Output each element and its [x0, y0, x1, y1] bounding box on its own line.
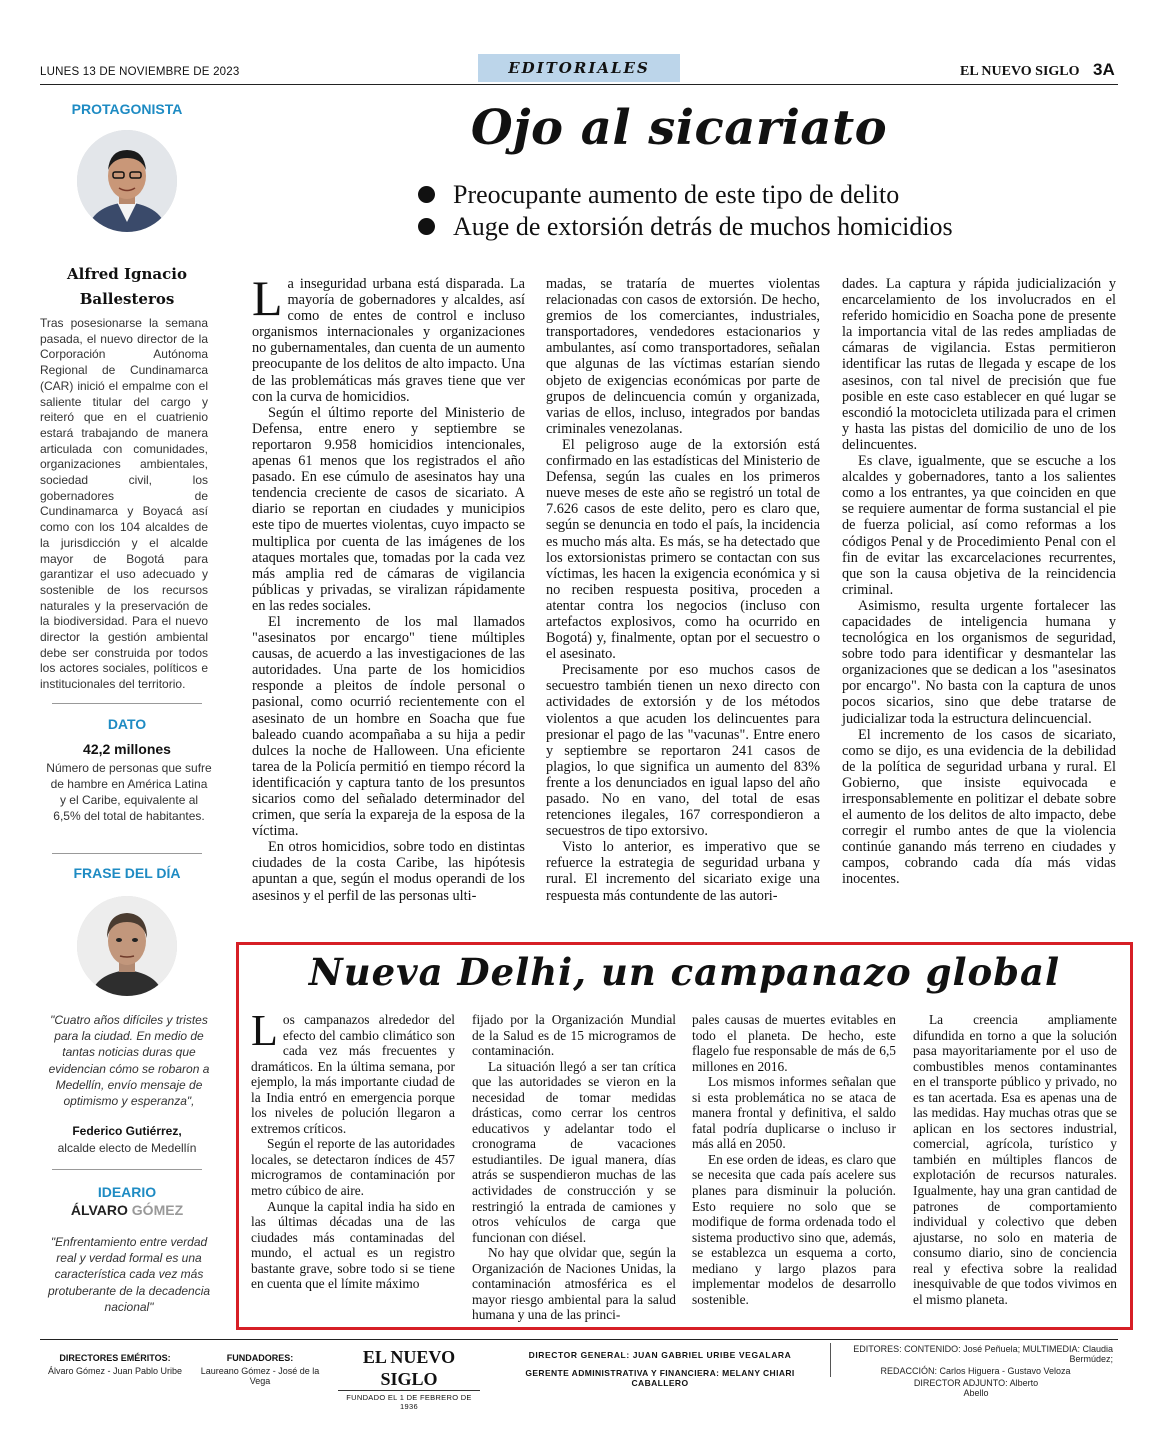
- box-article-column-3: [692, 1012, 896, 1307]
- main-article-title: Ojo al sicariato: [470, 100, 888, 156]
- director-general: DIRECTOR GENERAL: JUAN GABRIEL URIBE VEGALARA: [528, 1350, 792, 1360]
- masthead-brand: EL NUEVO SIGLO: [960, 64, 1080, 79]
- ideario-name-last: GÓMEZ: [131, 1202, 184, 1218]
- dato-body: Número de personas que sufre de hambre en América Latina y el Caribe, equivalente al 6,5% del total de habitantes.: [46, 761, 212, 823]
- box-article-column-4: [913, 1012, 1117, 1307]
- article-paragraph: Visto lo anterior, es imperativo que se refuerce la estrategia de seguridad urbana y rural. El incremento del sicariato exige una respuesta más contundente de las autori-: [546, 839, 820, 904]
- bullet-text: Auge de extorsión detrás de muchos homicidios: [453, 212, 953, 241]
- article-paragraph: dades. La captura y rápida judicialización y encarcelamiento de los involucrados en el referido homicidio en Soacha pone de presente la importancia vital de las redes ampliadas de cámaras de vigilancia. Estas permitieron identificar las rutas de llegada y escape de los asesinos, con tal nivel de precisión que fue posible en este caso establecer en qué lugar se escondió la motocicleta utilizada para el crimen y hasta las pistas del domicilio de uno de los delincuentes.: [842, 276, 1116, 453]
- frase-portrait: [77, 896, 177, 996]
- sidebar-divider: [52, 853, 202, 854]
- footer-direction: [500, 1350, 820, 1388]
- footer-editors: [838, 1344, 1113, 1376]
- article-paragraph: fijado por la Organización Mundial de la Salud es de 15 microgramos de contaminación.: [472, 1012, 676, 1059]
- ideario-name-first: ÁLVARO: [70, 1202, 128, 1218]
- drop-cap: L: [251, 1006, 278, 1055]
- ideario-quote: "Enfrentamiento entre verdad real y verdad formal es una característica cada vez más protuberante de la decadencia nacional": [47, 1235, 211, 1314]
- fundadores-label: FUNDADORES:: [226, 1353, 294, 1363]
- dato-value: 42,2 millones: [83, 741, 171, 757]
- footer-rule: [40, 1339, 1118, 1340]
- article-paragraph: pales causas de muertes evitables en todo el planeta. De hecho, este flagelo fue responsable de más de 6,5 millones en 2016.: [692, 1012, 896, 1074]
- bullet-icon: [418, 218, 435, 235]
- article-paragraph: Aunque la capital india ha sido en las últimas décadas una de las ciudades más contaminadas del mundo, el actual es un registro bastante grave, sobre todo si se tiene en cuenta que el límite máximo: [251, 1198, 455, 1292]
- main-article-column-1: [252, 270, 525, 904]
- person-portrait-icon: [77, 130, 177, 232]
- sidebar-divider: [52, 703, 202, 704]
- protagonista-body: Tras posesionarse la semana pasada, el nuevo director de la Corporación Autónoma Regional de Cundinamarca (CAR) inició el empalme con el saliente titular del cargo y reiteró que en el cuatrienio estará trabajando de manera articulada con comunidades, organizaciones ambientales, sociedad civil, los gobernadores de Cundinamarca y Boyacá así como con los 104 alcaldes de la jurisdicción y el alcalde mayor de Bogotá para garantizar el uso adecuado y sostenible de los recursos naturales y la preservación de la biodiversidad. Para el nuevo director la gestión ambiental debe ser construida por todos los actores sociales, políticos e institucionales del territorio.: [40, 316, 208, 692]
- article-paragraph: El incremento de los mal llamados "asesinatos por encargo" tiene múltiples causas, de acuerdo a las investigaciones de las autoridades. Una parte de los homicidios responde a pleitos de índole personal o pasional, como ocurrió recientemente con el asesinato de un hombre en Soacha que fue baleado cuando acompañaba a su hija a pedir dulces la noche de Halloween. Una eficiente tarea de la Policía permitió en tiempo récord la identificación y captura tanto de los presuntos sicarios como del señalado determinador del crimen, que sería la expareja de la esposa de la víctima.: [252, 613, 525, 840]
- main-article-column-2: [546, 276, 820, 904]
- gerente: GERENTE ADMINISTRATIVA Y FINANCIERA: MELANY CHIARI CABALLERO: [525, 1368, 795, 1388]
- article-paragraph: madas, se trataría de muertes violentas relacionadas con casos de extorsión. De hecho, gremios de los comerciantes, industriales, transportadores, vendedores estacionarios y ambulantes, así como transportadores, señalan que algunas de las víctimas estarían siendo objeto de exigencias económicas por parte de grupos de delincuencia común y organizada, varias de ellos, incluso, integrados por bandas criminales venezolanas.: [546, 276, 820, 437]
- page-number: 3A: [1093, 60, 1115, 79]
- redaccion: REDACCIÓN: Carlos Higuera - Gustavo Veloza: [880, 1366, 1071, 1376]
- frase-role: alcalde electo de Medellín: [57, 1141, 197, 1155]
- director-adjunto: DIRECTOR ADJUNTO: Alberto Abello: [913, 1378, 1039, 1398]
- box-article-title: Nueva Delhi, un campanazo global: [308, 950, 1061, 994]
- subtitle-bullet: [418, 180, 899, 210]
- box-article-column-2: [472, 1012, 676, 1323]
- bullet-text: Preocupante aumento de este tipo de delito: [453, 180, 900, 209]
- header-rule: [40, 84, 1118, 85]
- footer-logo: EL NUEVO SIGLO: [362, 1347, 456, 1389]
- dato-heading: DATO: [107, 716, 147, 732]
- frase-author: Federico Gutiérrez,: [72, 1124, 182, 1138]
- frase-heading: FRASE DEL DÍA: [73, 865, 181, 881]
- article-paragraph: Según el último reporte del Ministerio de Defensa, entre enero y septiembre se reportaron 9.958 homicidios intencionales, apenas 61 menos que los registrados el año pasado. En ese cúmulo de asesinatos hay una tendencia creciente de casos de sicariato. A diario se reportan en ciudades y municipios este tipo de muertes violentas, cuyo impacto se multiplica por cuenta de las imágenes de los ataques mortales que, tomadas por la cada vez más amplia red de cámaras de vigilancia públicas y privadas, se viralizan rápidamente en las redes sociales.: [252, 404, 525, 614]
- article-paragraph: No hay que olvidar que, según la Organización de Naciones Unidas, la contaminación atmosférica es el mayor riesgo ambiental para la salud humana y una de las princi-: [472, 1245, 676, 1323]
- protagonista-name-line2: Ballesteros: [79, 290, 175, 308]
- frase-quote: "Cuatro años difíciles y tristes para la ciudad. En medio de tantas noticias duras que evidencian cómo se robaron a Medellín, envío mensaje de optimismo y esperanza",: [48, 1013, 210, 1109]
- fundadores-names: Laureano Gómez - José de la Vega: [200, 1366, 320, 1386]
- article-paragraph: Precisamente por eso muchos casos de secuestro también tienen un nexo directo con actividades de extorsión y de los métodos violentos a que acuden los delincuentes para presionar el pago de las "vacunas". Entre enero y septiembre se reportaron 241 casos de plagios, lo que significa un aumento del 83% frente a los denunciados en igual lapso del año pasado. No en vano, del total de esas retenciones ilegales, 167 correspondieron a secuestros de tipo extorsivo.: [546, 662, 820, 840]
- article-paragraph: El peligroso auge de la extorsión está confirmado en las estadísticas del Ministerio de Defensa, según las cuales en los primeros nueve meses de este año se registró un total de 7.626 casos de este delito, pero es claro que, según se denuncia en todo el país, la incidencia es mucho más alta. Es más, se ha detectado que los extorsionistas primero se contactan con sus víctimas, les hacen la exigencia económica y si no reciben respuesta positiva, proceden a atentar contra los negocios (incluso con artefactos explosivos, como ha ocurrido en Bogotá) y, finalmente, optan por el secuestro o el asesinato.: [546, 436, 820, 663]
- footer-founded: FUNDADO EL 1 DE FEBRERO DE 1936: [338, 1390, 480, 1411]
- protagonista-name-line1: Alfred Ignacio: [67, 265, 187, 283]
- article-paragraph: La inseguridad urbana está disparada. La mayoría de gobernadores y alcaldes, así como de entes de control e incluso organismos internacionales y organizaciones no gubernamentales, dan cuenta de un aumento preocupante de los delitos de alto impacto. Una de las problemáticas más graves tiene que ver con la curva de homicidios.: [252, 270, 525, 405]
- person-portrait-icon: [77, 896, 177, 996]
- footer-directores: [40, 1353, 190, 1376]
- article-paragraph: Los campanazos alrededor del efecto del cambio climático son cada vez más frecuentes y dramáticos. En la última semana, por ejemplo, la más importante ciudad de la India entró en emergencia porque los niveles de polución llegaron a extremos críticos.: [251, 1006, 455, 1136]
- ideario-heading: IDEARIO: [97, 1184, 157, 1200]
- sidebar-divider: [52, 1169, 202, 1170]
- box-article-column-1: [251, 1006, 455, 1292]
- footer-divider: [830, 1343, 831, 1377]
- protagonista-heading: PROTAGONISTA: [71, 101, 183, 117]
- ideario-name: [42, 1202, 212, 1218]
- protagonista-portrait: [77, 130, 177, 232]
- footer-logo-block: [338, 1346, 480, 1411]
- article-paragraph: En otros homicidios, sobre todo en distintas ciudades de la costa Caribe, las hipótesis apuntan a que, según el modus operandi de los asesinos y el perfil de las personas ulti-: [252, 839, 525, 904]
- editores: EDITORES: CONTENIDO: José Peñuela; MULTIMEDIA: Claudia Bermúdez;: [853, 1344, 1113, 1364]
- article-paragraph: El incremento de los casos de sicariato, como se dijo, es una evidencia de la debilidad de la política de seguridad urbana y rural. El Gobierno, que insiste equivocada e irresponsablemente en politizar el debate sobre el aumento de los delitos de alto impacto, debe corregir el rumbo antes de que la violencia continúe ganando más terreno en ciudades y campos, cobrando cada día más vidas inocentes.: [842, 726, 1116, 888]
- article-paragraph: Es clave, igualmente, que se escuche a los alcaldes y gobernadores, tanto a los salientes como a los entrantes, ya que coinciden en que se requiere aumentar de forma sustancial el pie de fuerza policial, así como reformas a los códigos Penal y de Procedimiento Penal con el fin de evitar las excarcelaciones recurrentes, que son la causa objetiva de la reincidencia criminal.: [842, 453, 1116, 598]
- main-article-column-3: [842, 276, 1116, 888]
- article-paragraph: La situación llegó a ser tan crítica que las autoridades se vieron en la necesidad de tomar medidas drásticas, como cerrar los centros educativos y adelantar todo el cronograma de vacaciones estudiantiles. De igual manera, días atrás se suspendieron muchas de las actividades de construcción y se restringió la entrada de camiones y otros vehículos de carga que funcionan con diésel.: [472, 1058, 676, 1245]
- directores-names: Álvaro Gómez - Juan Pablo Uribe: [47, 1366, 183, 1376]
- subtitle-bullet: [418, 212, 953, 242]
- protagonista-name: [42, 262, 212, 312]
- article-paragraph: La creencia ampliamente difundida en torno a que la solución pasa mayoritariamente por el uso de combustibles menos contaminantes en el transporte público y privado, no es tan acertada. Esa es apenas una de las medidas. Hay muchas otras que se aplican en los sectores industrial, comercial, agrícola, turístico y también en múltiples flancos de explotación de recursos naturales. Igualmente, hay una gran cantidad de patrones de comportamiento individual y colectivo que deben ajustarse, no solo en materia de consumo diario, sino de conciencia real y efectiva sobre la realidad inesquivable de que todos vivimos en el mismo planeta.: [913, 1012, 1117, 1307]
- header-date: LUNES 13 DE NOVIEMBRE DE 2023: [40, 66, 240, 78]
- article-paragraph: Asimismo, resulta urgente fortalecer las capacidades de inteligencia humana y tecnológica en los organismos de seguridad, sobre todo para identificar y desmantelar las organizaciones que se dedican a los "asesinatos por encargo". No basta con la captura de unos pocos sicarios, sino que debe tratarse de judicializar toda la estructura delincuencial.: [842, 597, 1116, 727]
- bullet-icon: [418, 186, 435, 203]
- article-paragraph: En ese orden de ideas, es claro que se necesita que cada país acelere sus planes para disminuir la polución. Esto requiere no solo que se modifique de forma ordenada todo el sistema productivo sino que, además, se establezca un esquema a corto, mediano y largo plazos para implementar modelos de desarrollo sostenible.: [692, 1151, 896, 1307]
- article-paragraph: Según el reporte de las autoridades locales, se detectaron índices de 457 microgramos de contaminación por metro cúbico de aire.: [251, 1136, 455, 1199]
- article-paragraph: Los mismos informes señalan que si esta problemática no se ataca de manera frontal y definitiva, el saldo fatal podría duplicarse o incluso ir más allá en 2050.: [692, 1074, 896, 1152]
- drop-cap: L: [252, 270, 283, 326]
- footer-fundadores: [190, 1353, 330, 1386]
- section-banner: EDITORIALES: [478, 54, 680, 82]
- directores-label: DIRECTORES EMÉRITOS:: [59, 1353, 171, 1363]
